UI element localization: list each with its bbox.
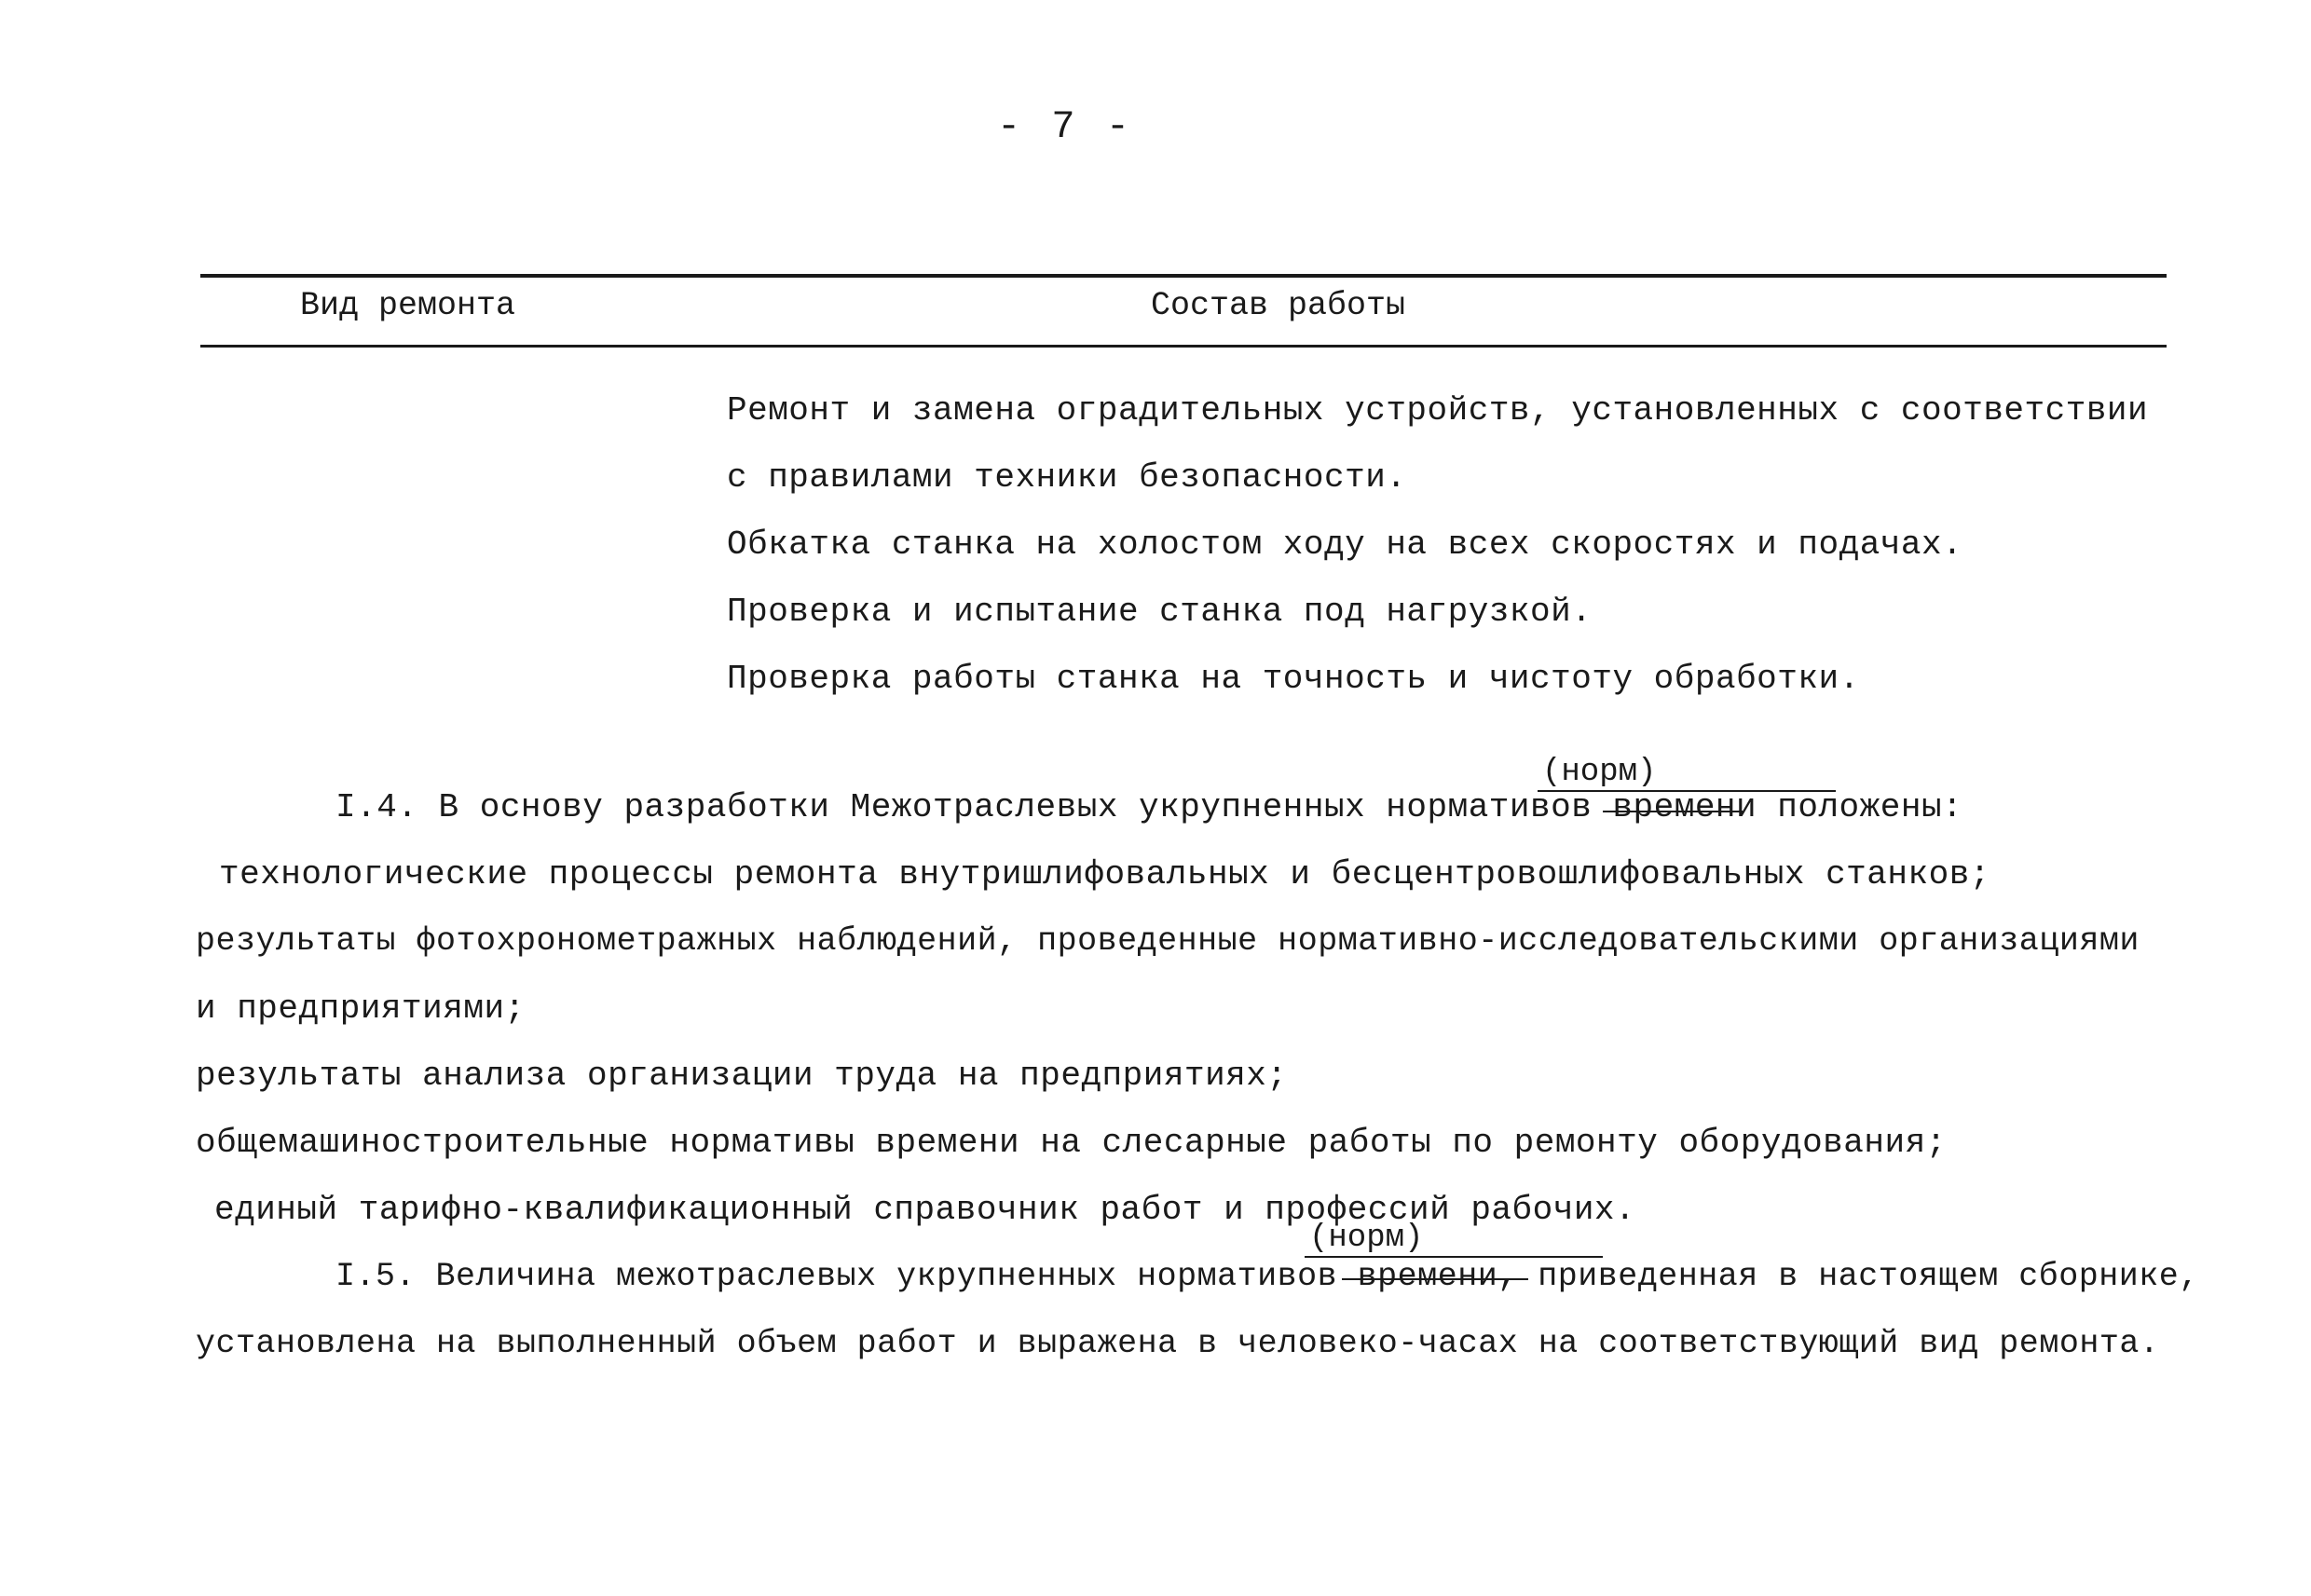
table-top-rule <box>200 274 2167 278</box>
column-header-repair-kind: Вид ремонта <box>300 287 516 324</box>
basis-item: и предприятиями; <box>196 989 526 1028</box>
section-1-5-line: установлена на выполненный объем работ и выражена в человеко-часах на соответствующий вид ремонта. <box>196 1325 2160 1362</box>
work-line: Ремонт и замена оградительных устройств, установленных с соответствии <box>727 391 2149 430</box>
work-line: с правилами техники безопасности. <box>727 458 1407 497</box>
basis-item: результаты фотохронометражных наблюдений, проведенные нормативно-исследовательскими организациями <box>196 922 2140 960</box>
table-header-bottom-rule <box>200 345 2167 348</box>
basis-item: результаты анализа организации труда на предприятиях; <box>196 1057 1288 1095</box>
basis-item: общемашиностроительные нормативы времени на слесарные работы по ремонту оборудования; <box>196 1124 1947 1162</box>
section-1-4-intro: I.4. В основу разработки Межотраслевых укрупненных нормативов времени положены: <box>335 788 1963 826</box>
page-number: - 7 - <box>997 104 1134 149</box>
basis-item: технологические процессы ремонта внутришлифовальных и бесцентровошлифовальных станков; <box>219 855 1990 893</box>
section-1-5-line: I.5. Величина межотраслевых укрупненных нормативов времени, приведенная в настоящем сборнике, <box>335 1258 2199 1295</box>
handwritten-insertion-norm: (норм) <box>1542 755 1657 790</box>
work-line: Проверка и испытание станка под нагрузкой. <box>727 593 1593 631</box>
handwritten-insertion-norm: (норм) <box>1309 1221 1424 1256</box>
work-line: Обкатка станка на холостом ходу на всех скоростях и подачах. <box>727 525 1963 564</box>
basis-item: единый тарифно-квалификационный справочник работ и профессий рабочих. <box>214 1191 1636 1229</box>
work-line: Проверка работы станка на точность и чистоту обработки. <box>727 660 1860 698</box>
column-header-work-content: Состав работы <box>1151 287 1406 324</box>
